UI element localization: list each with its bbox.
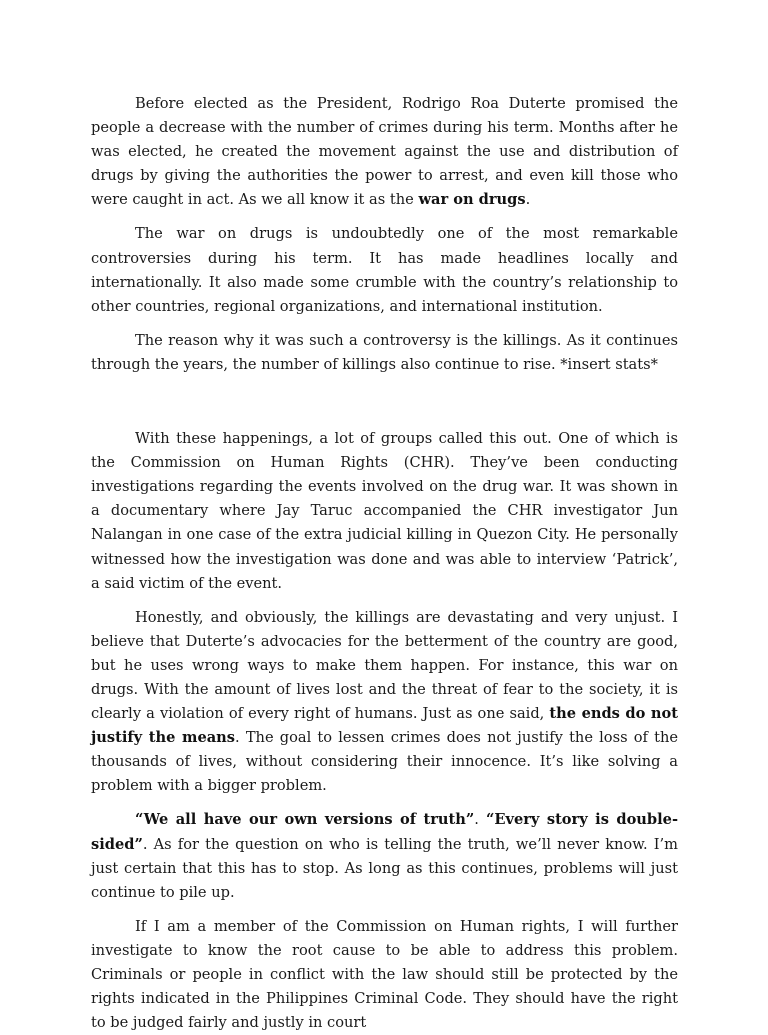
bold-quote-double-sided: “Every story is double-sided” [91,811,678,853]
bold-phrase-ends-means: the ends do not justify the means [91,705,678,747]
paragraph-text: . The goal to lessen crimes does not justify the loss of the thousands of lives, without considering their innocence. It’s like solving a problem with a bigger problem. [91,729,678,795]
blank-space [91,387,678,427]
paragraph-chr-member: If I am a member of the Commission on Human rights, I will further investigate to know the root cause to be able to address this problem. Criminals or people in conflict with the law should still be protected by the rights indicated in the Philippines Criminal Code. They should have the right to be judged fairly and justly in court [91,917,678,1032]
bold-phrase-war-on-drugs: war on drugs [418,191,526,209]
paragraph-text: . [525,191,531,209]
bold-quote-versions-of-truth: “We all have our own versions of truth” [135,811,475,829]
paragraph-text: Honestly, and obviously, the killings are devastating and very unjust. I believe that Duterte’s advocacies for the betterment of the country are good, but he uses wrong ways to make them happen. For instance, this war on drugs. With the amount of lives lost and the threat of fear to the society, it is clearly a violation of every right of humans. Just as one said, [91,608,678,723]
paragraph-opinion [91,606,678,799]
essay-body [91,92,678,1035]
paragraph-intro [91,92,678,212]
paragraph-chr: With these happenings, a lot of groups called this out. One of which is the Commission on Human Rights (CHR). They’ve been conducting investigations regarding the events involved on the drug war. It was shown in a documentary where Jay Taruc accompanied the CHR investigator Jun Nalangan in one case of the extra judicial killing in Quezon City. He personally witnessed how the investigation was done and was able to interview ‘Patrick’, a said victim of the event. [91,430,678,592]
paragraph-text: . [474,811,486,829]
paragraph-truth [91,808,678,904]
paragraph-text: . As for the question on who is telling the truth, we’ll never know. I’m just certain that this has to stop. As long as this continues, problems will just continue to pile up. [91,835,678,901]
paragraph-controversy: The war on drugs is undoubtedly one of the most remarkable controversies during his term. It has made headlines locally and internationally. It also made some crumble with the country’s relationship to other countries, regional organizations, and international institution. [91,225,678,315]
paragraph-text: Before elected as the President, Rodrigo Roa Duterte promised the people a decrease with the number of crimes during his term. Months after he was elected, he created the movement against the use and distribution of drugs by giving the authorities the power to arrest, and even kill those who were caught in act. As we all know it as the [91,95,678,209]
paragraph-killings: The reason why it was such a controversy is the killings. As it continues through the years, the number of killings also continue to rise. *insert stats* [91,331,678,373]
